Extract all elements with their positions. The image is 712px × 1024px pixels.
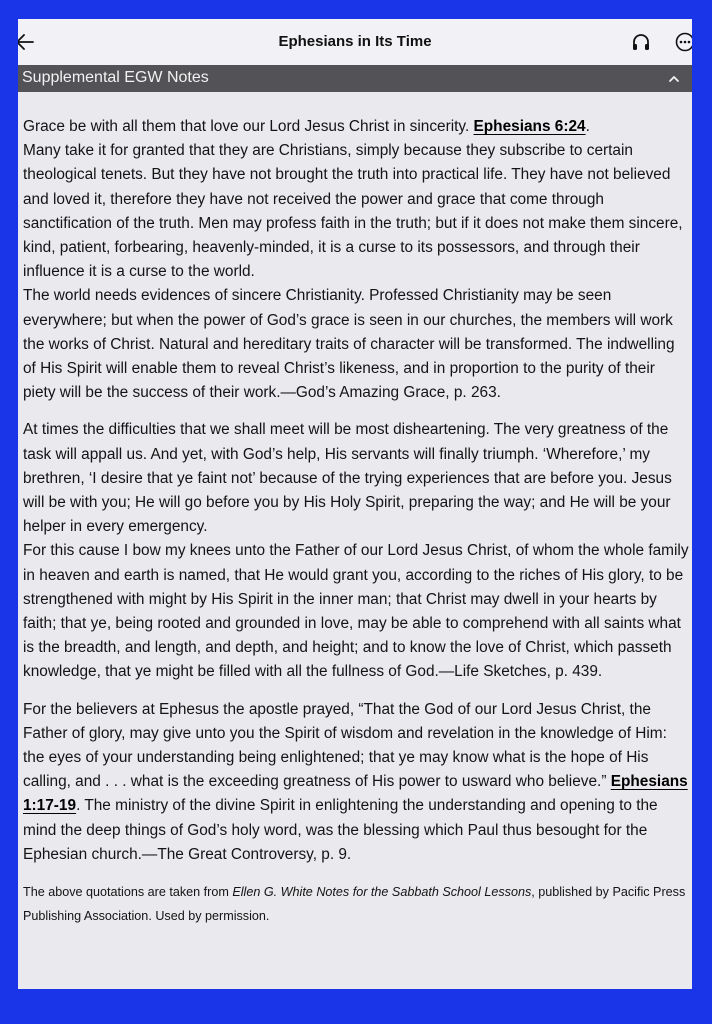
scripture-link[interactable]: Ephesians 1:17-19 (23, 773, 688, 815)
paragraph (23, 115, 689, 139)
attribution-footnote (23, 880, 689, 928)
more-options-button[interactable] (674, 31, 692, 53)
book-title: Ellen G. White Notes for the Sabbath School Lessons (232, 885, 532, 900)
commentary-text: . The ministry of the divine Spirit in enlightening the understanding and opening to the mind the deep things of God’s holy word, was the blessing which Paul thus besought for the Ephesian church.—The Great Controversy, p. 9. (23, 797, 658, 863)
arrow-left-icon (18, 31, 36, 53)
punctuation: . (585, 118, 590, 135)
top-bar (18, 19, 692, 65)
paragraph: Many take it for granted that they are Christians, simply because they subscribe to certain theological tenets. But they have not brought the truth into practical life. They have not believed and loved it, therefore they have not received the power and grace that come through sanctification of the truth. Men may profess faith in the truth; but if it does not make them sincere, kind, patient, forbearing, heavenly-minded, it is a curse to its possessors, and through their influence it is a curse to the world. (23, 142, 683, 281)
footnote-text: The above quotations are taken from (23, 885, 233, 900)
headphones-icon (630, 31, 652, 53)
note-block-2 (23, 418, 689, 684)
scripture-link[interactable]: Ephesians 6:24 (473, 118, 586, 135)
note-block-3 (23, 698, 689, 867)
back-button[interactable] (18, 31, 36, 53)
section-title: Supplemental EGW Notes (22, 69, 209, 86)
paragraph: At times the difficulties that we shall meet will be most disheartening. The very greatness of the task will appall us. And yet, with God’s help, His servants will finally triumph. ‘Wherefore,’ my brethren, ‘I desire that ye faint not’ because of the trying experiences that are before you. Jesus will be with you; He will go before you by His Holy Spirit, preparing the way; and He will be your helper in every emergency. (23, 421, 672, 536)
paragraph (23, 698, 689, 867)
footnote-text: , published by Pacific Press Publishing Association. Used by permission. (23, 885, 686, 924)
note-block-1 (23, 115, 689, 405)
quote-text: For the believers at Ephesus the apostle prayed, “That the God of our Lord Jesus Christ, the Father of glory, may give unto you the Spirit of wisdom and revelation in the knowledge of Him: the eyes of your understanding being enlightened; that ye may know what is the hope of His calling, and . . . what is the exceeding greatness of His power to usward who believe.” (23, 700, 667, 791)
page-title: Ephesians in Its Time (278, 33, 432, 50)
audio-button[interactable] (630, 31, 652, 53)
section-header[interactable] (18, 65, 692, 92)
paragraph: For this cause I bow my knees unto the Father of our Lord Jesus Christ, of whom the whole family in heaven and earth is named, that He would grant you, according to the riches of His glory, to be strengthened with might by His Spirit in the inner man; that Christ may dwell in your hearts by faith; that ye, being rooted and grounded in love, may be able to comprehend with all saints what is the breadth, and length, and depth, and height; and to know the love of Christ, which passeth knowledge, that ye might be filled with all the fullness of God.—Life Sketches, p. 439. (23, 542, 689, 681)
app-frame (18, 19, 692, 989)
notes-content (23, 115, 689, 928)
paragraph: The world needs evidences of sincere Christianity. Professed Christianity may be seen everywhere; but when the power of God’s grace is seen in our churches, the members will work the works of Christ. Natural and hereditary traits of character will be transformed. The indwelling of His Spirit will enable them to reveal Christ’s likeness, and in proportion to the purity of their piety will be the success of their work.—God’s Amazing Grace, p. 263. (23, 287, 675, 402)
ellipsis-circle-icon (674, 31, 692, 53)
verse-text: Grace be with all them that love our Lord Jesus Christ in sincerity. (23, 118, 474, 135)
chevron-up-icon[interactable] (666, 71, 682, 87)
